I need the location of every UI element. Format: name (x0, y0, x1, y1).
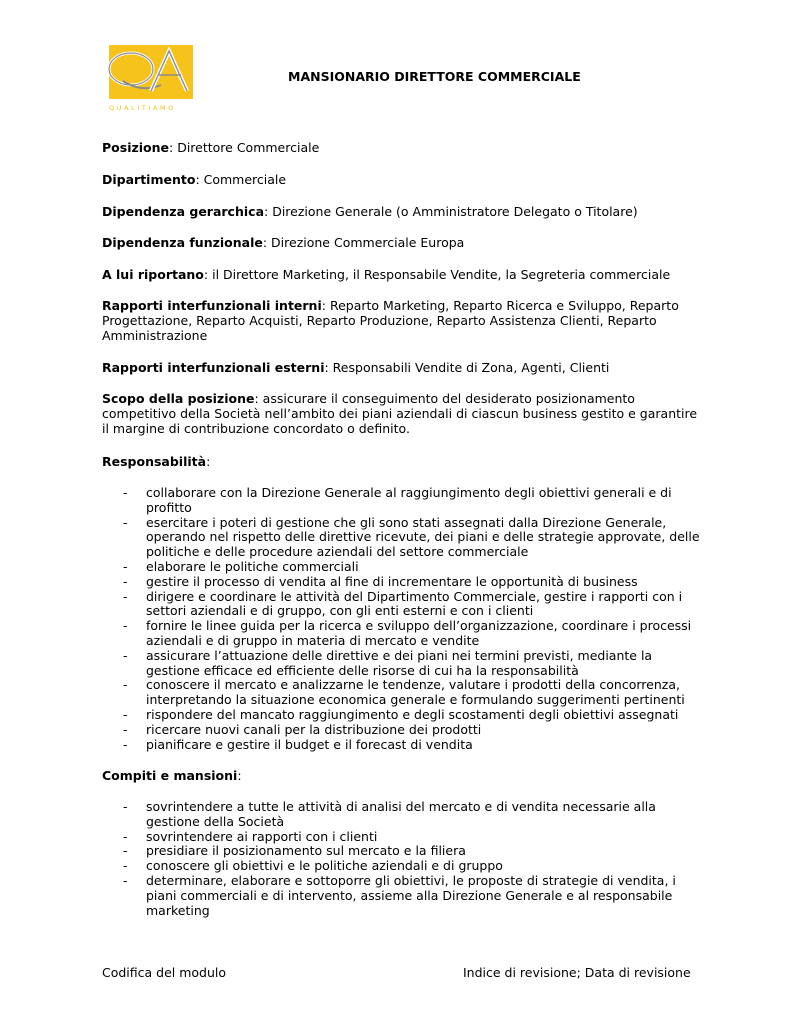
bullet-dash: - (123, 799, 128, 814)
field-value: Direzione Commerciale Europa (267, 235, 465, 250)
list-item-line: gestire il processo di vendita al fine di incrementare le opportunità di business (146, 573, 638, 589)
list-item-line: assicurare l’attuazione delle direttive e dei piani nei termini previsti, mediante la (146, 647, 653, 663)
field-separator: : (254, 391, 259, 406)
bullet-dash: - (123, 736, 128, 752)
list-item-line: rispondere del mancato raggiungimento e degli scostamenti degli obiettivi assegnati (146, 706, 679, 722)
list-item-line: conoscere il mercato e analizzarne le tendenze, valutare i prodotti della concorrenza, (146, 677, 680, 693)
field-line: il margine di contribuzione concordato o definito. (102, 421, 410, 436)
list-item (102, 678, 702, 708)
field-dipendenza-funzionale (102, 235, 692, 250)
field-scopo-posizione (102, 391, 698, 436)
list-item (102, 708, 702, 723)
list-item-line: profitto (146, 499, 192, 515)
bullet-dash: - (123, 828, 128, 844)
field-separator: : (203, 267, 209, 282)
field-label: Dipendenza gerarchica (102, 204, 264, 219)
list-item-line: gestione efficace ed efficiente delle risorse di cui ha la responsabilità (146, 662, 579, 678)
bullet-dash: - (123, 872, 128, 888)
document-title: MANSIONARIO DIRETTORE COMMERCIALE (288, 69, 581, 84)
bullet-dash: - (123, 618, 128, 634)
field-line (102, 391, 692, 406)
list-item (102, 590, 702, 620)
list-item-line: aziendali e di gruppo in materia di mercato e vendite (146, 632, 480, 648)
field-separator: : (321, 298, 326, 313)
section-heading-label: Responsabilità (102, 454, 207, 469)
list-item-line: fornire le linee guida per la ricerca e sviluppo dell’organizzazione, coordinare i processi (146, 618, 692, 634)
bullet-dash: - (123, 721, 128, 737)
list-item-line: sovrintendere a tutte le attività di analisi del mercato e di vendita necessarie alla (146, 799, 656, 814)
list-item (102, 800, 702, 830)
responsabilita-list (102, 486, 702, 752)
field-label: Posizione (102, 140, 169, 155)
field-line (102, 298, 692, 313)
list-item-line: marketing (146, 902, 210, 918)
bullet-dash: - (123, 677, 128, 693)
logo-wordmark: QUALITIAMO (109, 104, 176, 112)
field-label: A lui riportano (102, 267, 204, 282)
field-posizione (102, 140, 692, 155)
field-dipendenza-gerarchica (102, 204, 692, 219)
list-item-line: conoscere gli obiettivi e le politiche aziendali e di gruppo (146, 858, 503, 874)
field-value: Commerciale (199, 172, 287, 187)
list-item (102, 649, 702, 679)
list-item (102, 738, 702, 753)
company-logo (101, 41, 197, 115)
list-item-line: politiche e delle procedure aziendali del settore commerciale (146, 544, 529, 560)
footer-revision-info: Indice di revisione; Data di revisione (463, 965, 691, 980)
bullet-dash: - (123, 858, 128, 874)
compiti-list (102, 800, 702, 918)
field-separator: : (169, 140, 174, 155)
list-item (102, 619, 702, 649)
section-heading-compiti (102, 768, 242, 783)
bullet-dash: - (123, 706, 128, 722)
field-value: Direzione Generale (o Amministratore Delegato o Titolare) (268, 204, 638, 219)
field-rapporti-interni (102, 298, 692, 343)
bullet-dash: - (123, 843, 128, 859)
list-item-line: collaborare con la Direzione Generale al raggiungimento degli obiettivi generali e di (146, 485, 672, 500)
list-item-line: dirigere e coordinare le attività del Dipartimento Commerciale, gestire i rapporti con i (146, 588, 683, 604)
list-item (102, 844, 702, 859)
field-separator: : (264, 204, 269, 219)
bullet-dash: - (123, 514, 128, 530)
list-item-line: elaborare le politiche commerciali (146, 558, 359, 574)
list-item-line: presidiare il posizionamento sul mercato e la filiera (146, 843, 466, 859)
list-item-line: determinare, elaborare e sottoporre gli obiettivi, le proposte di strategie di vendita, i (146, 872, 676, 888)
list-item-line: pianificare e gestire il budget e il forecast di vendita (146, 736, 473, 752)
field-label: Dipendenza funzionale (102, 235, 263, 250)
section-heading-label: Compiti e mansioni (102, 768, 238, 783)
list-item (102, 560, 702, 575)
field-value: il Direttore Marketing, il Responsabile Vendite, la Segreteria commerciale (208, 267, 671, 282)
field-value: Responsabili Vendite di Zona, Agenti, Clienti (328, 360, 610, 375)
list-item (102, 516, 702, 560)
list-item-line: gestione della Società (146, 813, 285, 829)
field-value: Direttore Commerciale (173, 140, 320, 155)
bullet-dash: - (123, 588, 128, 604)
bullet-dash: - (123, 558, 128, 574)
list-item (102, 874, 702, 918)
field-value: assicurare il conseguimento del desiderato posizionamento (258, 391, 635, 406)
section-heading-separator: : (206, 454, 211, 469)
field-rapporti-esterni (102, 360, 692, 375)
field-line: Amministrazione (102, 328, 208, 343)
list-item-line: operando nel rispetto delle direttive ricevute, dei piani e delle strategie approvate, delle (146, 529, 700, 545)
field-separator: : (195, 172, 200, 187)
field-label: Rapporti interfunzionali interni (102, 298, 322, 313)
field-label: Rapporti interfunzionali esterni (102, 360, 325, 375)
bullet-dash: - (123, 573, 128, 589)
field-value: Reparto Marketing, Reparto Ricerca e Sviluppo, Reparto (325, 298, 679, 313)
list-item-line: piani commerciali e di intervento, assieme alla Direzione Generale e al responsabile (146, 887, 673, 903)
list-item (102, 723, 702, 738)
footer-module-code: Codifica del modulo (102, 965, 227, 980)
list-item (102, 575, 702, 590)
list-item-line: esercitare i poteri di gestione che gli sono stati assegnati dalla Direzione Generale, (146, 514, 667, 530)
qualitiamo-logo-icon (101, 41, 197, 115)
list-item-line: sovrintendere ai rapporti con i clienti (146, 828, 378, 844)
field-label: Dipartimento (102, 172, 196, 187)
bullet-dash: - (123, 647, 128, 663)
field-label: Scopo della posizione (102, 391, 255, 406)
field-separator: : (262, 235, 268, 250)
field-separator: : (324, 360, 329, 375)
list-item (102, 859, 702, 874)
section-heading-responsabilita (102, 454, 210, 469)
field-a-lui-riportano (102, 267, 692, 282)
section-heading-separator: : (237, 768, 242, 783)
list-item-line: interpretando la situazione economica generale e formulando suggerimenti pertinenti (146, 692, 685, 708)
list-item (102, 486, 702, 516)
field-line: competitivo della Società nell’ambito dei piani aziendali di ciascun business gestito e garantire (102, 406, 698, 421)
list-item (102, 830, 702, 845)
field-dipartimento (102, 172, 692, 187)
list-item-line: ricercare nuovi canali per la distribuzione dei prodotti (146, 721, 482, 737)
field-line: Progettazione, Reparto Acquisti, Reparto Produzione, Reparto Assistenza Clienti, Reparto (102, 313, 657, 328)
bullet-dash: - (123, 485, 128, 500)
list-item-line: settori aziendali e di gruppo, con gli enti esterni e con i clienti (146, 603, 534, 619)
